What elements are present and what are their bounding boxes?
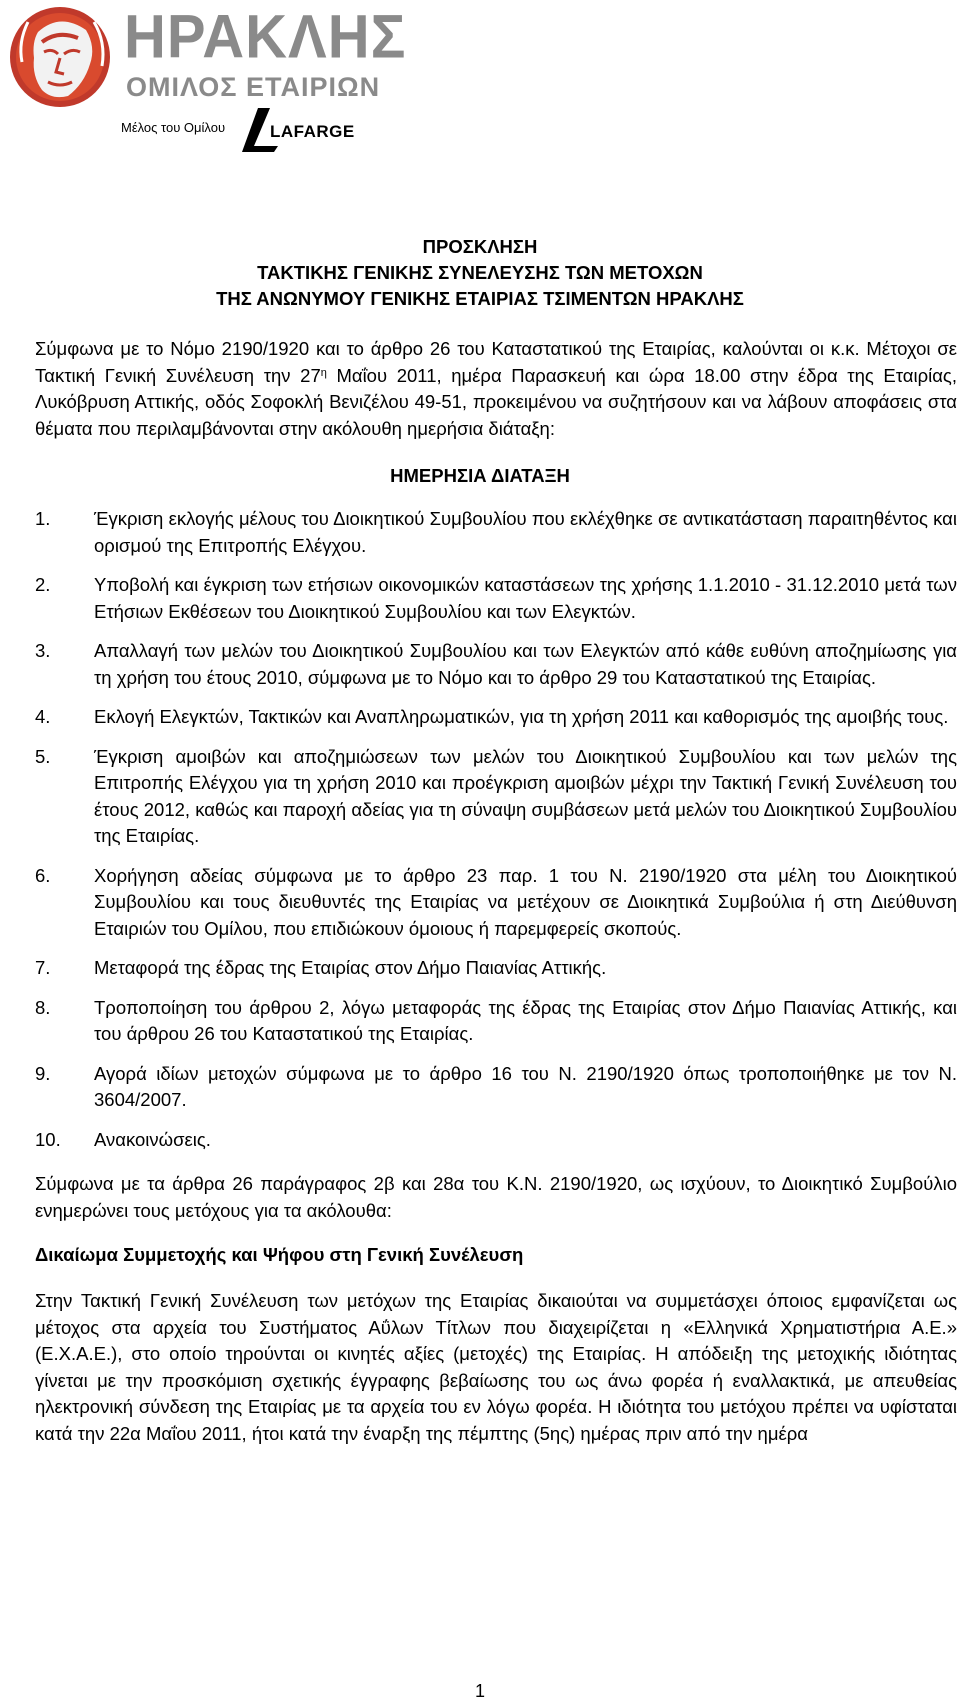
agenda-item-text: Μεταφορά της έδρας της Εταιρίας στον Δήμο Παιανίας Αττικής. (94, 957, 607, 978)
heading-line-1: ΠΡΟΣΚΛΗΣΗ (422, 236, 538, 257)
agenda-item-text: Ανακοινώσεις. (94, 1128, 211, 1150)
agenda-item-number: 5. (35, 745, 51, 767)
section-body: Στην Τακτική Γενική Συνέλευση των μετόχων της Εταιρίας δικαιούται να συμμετάσχει όποιος εμφανίζεται ως μέτοχος στα αρχεία του Συστήματος Αΰλων Τίτλων που διαχειρίζεται η «Ελληνικά Χρηματιστήρια Α.Ε.» (Ε.Χ.Α.Ε.), στο οποίο τηρούνται οι κινητές αξίες (μετοχές) της Εταιρίας. Η απόδειξη της μετοχικής ιδιότητας γίνεται με την προσκόμιση σχετικής έγγραφης βεβαίωσης του ως άνω φορέα ή εναλλακτικά, με απευθείας ηλεκτρονική σύνδεση της Εταιρίας με τα αρχεία του εν λόγω φορέα. Η ιδιότητα του μετόχου πρέπει να υφίσταται κατά την 22α Μαΐου 2011, ήτοι κατά την έναρξη της πέμπτης (5ης) ημέρας πριν από την ημέρα (35, 1290, 957, 1444)
agenda-item (35, 1061, 957, 1114)
logo-member-text: Μέλος του Ομίλου (121, 120, 226, 135)
info-paragraph: Σύμφωνα με τα άρθρα 26 παράγραφος 2β και 28α του Κ.Ν. 2190/1920, ως ισχύουν, το Διοικητικό Συμβούλιο ενημερώνει τους μετόχους για τα ακόλουθα: (35, 1173, 957, 1221)
agenda-list (35, 506, 955, 1153)
agenda-item (35, 638, 957, 691)
agenda-item-text: Χορήγηση αδείας σύμφωνα με το άρθρο 23 παρ. 1 του Ν. 2190/1920 στα μέλη του Διοικητικού Συμβουλίου και τους διευθυντές της Εταιρίας να μετέχουν σε Διοικητικά Συμβούλια ή στη Διεύθυνση Εταιριών του Ομίλου, που επιδιώκουν όμοιους ή παρεμφερείς σκοπούς. (94, 864, 957, 939)
company-logo (8, 2, 407, 157)
agenda-item-text: Αγορά ιδίων μετοχών σύμφωνα με το άρθρο 16 του Ν. 2190/1920 όπως τροποποιήθηκε με τον Ν. 3604/2007. (94, 1062, 957, 1110)
agenda-item-text: Τροποποίηση του άρθρου 2, λόγω μεταφοράς της έδρας της Εταιρίας στον Δήμο Παιανίας Αττικής, και του άρθρου 26 του Καταστατικού της Εταιρίας. (94, 996, 957, 1044)
agenda-item-number: 3. (35, 640, 51, 661)
document-body (35, 234, 955, 1447)
agenda-item (35, 704, 957, 731)
agenda-item-text: Έγκριση εκλογής μέλους του Διοικητικού Συμβουλίου που εκλέχθηκε σε αντικατάσταση παραιτηθέντος και ορισμού της Επιτροπής Ελέγχου. (94, 508, 957, 556)
agenda-item-number: 1. (35, 508, 51, 529)
intro-superscript: η (320, 366, 327, 379)
agenda-item-number: 2. (35, 574, 51, 595)
heracles-head-icon (8, 2, 118, 112)
logo-subtitle: ΟΜΙΛΟΣ ΕΤΑΙΡΙΩΝ (126, 72, 381, 102)
intro-text-part2: Μαΐου 2011, ημέρα Παρασκευή και ώρα 18.00 στην έδρα της Εταιρίας, Λυκόβρυση Αττικής, οδός Σοφοκλή Βενιζέλου 49-51, προκειμένου να συζητήσουν και να λάβουν αποφάσεις στα θέματα που περιλαμβάνονται στην ακόλουθη ημερήσια διάταξη: (35, 364, 957, 439)
agenda-item-number: 7. (35, 957, 51, 978)
agenda-item-text: Εκλογή Ελεγκτών, Τακτικών και Αναπληρωματικών, για τη χρήση 2011 και καθορισμός της αμοιβής τους. (94, 706, 949, 727)
agenda-item-text: Απαλλαγή των μελών του Διοικητικού Συμβουλίου και των Ελεγκτών από κάθε ευθύνη αποζημίωσης για τη χρήση του έτους 2010, σύμφωνα με το Νόμο και το άρθρο 29 του Καταστατικού της Εταιρίας. (94, 640, 957, 688)
agenda-item-text: Υποβολή και έγκριση των ετήσιων οικονομικών καταστάσεων της χρήσης 1.1.2010 - 31.12.2010 μετά των Ετήσιων Εκθέσεων του Διοικητικού Συμβουλίου και των Ελεγκτών. (94, 574, 957, 622)
intro-text-part1: Σύμφωνα με το Νόμο 2190/1920 και το άρθρο 26 του Καταστατικού της Εταιρίας, καλούνται οι κ.κ. Μέτοχοι σε Τακτική Γενική Συνέλευση την 27 (35, 338, 957, 386)
lafarge-logo (240, 106, 390, 154)
section-title: Δικαίωμα Συμμετοχής και Ψήφου στη Γενική Συνέλευση (35, 1244, 524, 1265)
lafarge-text: LAFARGE (270, 122, 355, 141)
agenda-item-number: 10. (35, 1128, 61, 1150)
agenda-item (35, 995, 957, 1048)
heading-line-3: ΤΗΣ ΑΝΩΝΥΜΟΥ ΓΕΝΙΚΗΣ ΕΤΑΙΡΙΑΣ ΤΣΙΜΕΝΤΩΝ ΗΡΑΚΛΗΣ (216, 288, 744, 309)
agenda-item (35, 955, 957, 982)
page-number: 1 (474, 1681, 485, 1701)
logo-title: ΗΡΑΚΛΗΣ (124, 2, 407, 72)
invitation-heading (35, 234, 925, 312)
agenda-item (35, 863, 957, 943)
intro-paragraph (35, 336, 957, 442)
heading-line-2: ΤΑΚΤΙΚΗΣ ΓΕΝΙΚΗΣ ΣΥΝΕΛΕΥΣΗΣ ΤΩΝ ΜΕΤΟΧΩΝ (257, 262, 703, 283)
agenda-item (35, 744, 957, 850)
agenda-item (35, 572, 957, 625)
agenda-item-number: 8. (35, 996, 51, 1018)
agenda-item-number: 4. (35, 706, 51, 727)
agenda-item (35, 1127, 957, 1154)
agenda-item-text: Έγκριση αμοιβών και αποζημιώσεων των μελών του Διοικητικού Συμβουλίου και των μελών της Επιτροπής Ελέγχου για τη χρήση 2010 και προέγκριση αμοιβών μέχρι την Τακτική Γενική Συνέλευση του έτους 2012, καθώς και παροχή αδείας για τη σύναψη συμβάσεων μετά μελών του Διοικητικού Συμβουλίου της Εταιρίας. (94, 745, 957, 846)
agenda-item-number: 9. (35, 1062, 51, 1084)
agenda-title: ΗΜΕΡΗΣΙΑ ΔΙΑΤΑΞΗ (390, 465, 570, 486)
agenda-item-number: 6. (35, 864, 51, 886)
agenda-item (35, 506, 957, 559)
